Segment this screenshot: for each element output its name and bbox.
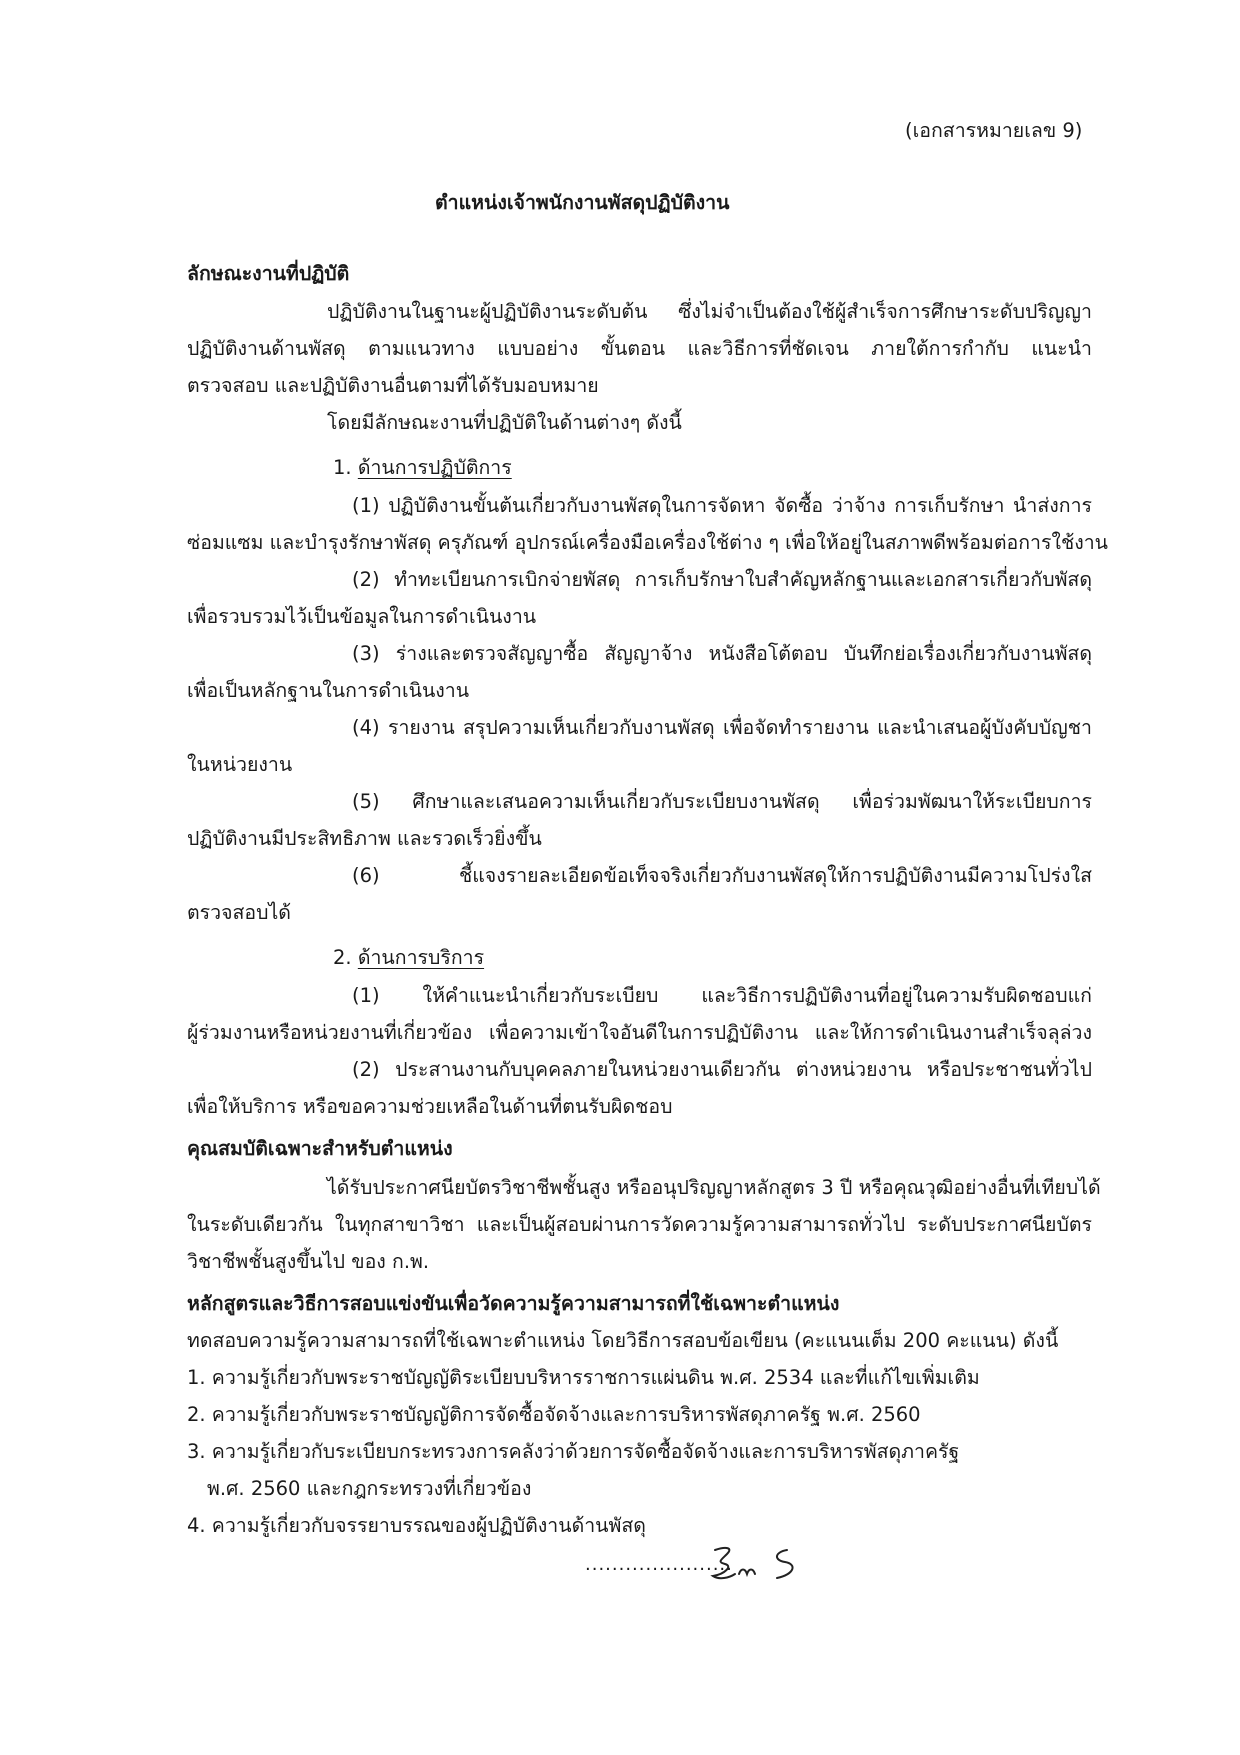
list-item-line: ปฏิบัติงานมีประสิทธิภาพ และรวดเร็วยิ่งขึ้น <box>187 827 542 850</box>
list-item-line: เพื่อให้บริการ หรือขอความช่วยเหลือในด้านที่ตนรับผิดชอบ <box>187 1095 673 1118</box>
subsection-title: ด้านการปฏิบัติการ <box>357 456 512 479</box>
handwritten-signature-icon <box>705 1540 815 1588</box>
subsection-heading-service <box>333 942 484 973</box>
paragraph-line: ปฏิบัติงานในฐานะผู้ปฏิบัติงานระดับต้น ซึ่งไม่จำเป็นต้องใช้ผู้สำเร็จการศึกษาระดับปริญญา <box>327 300 1092 323</box>
list-item-line: ในหน่วยงาน <box>187 753 293 776</box>
list-item-line: เพื่อรวบรวมไว้เป็นข้อมูลในการดำเนินงาน <box>187 605 537 628</box>
list-item-line: ผู้ร่วมงานหรือหน่วยงานที่เกี่ยวข้อง เพื่อความเข้าใจอันดีในการปฏิบัติงาน และให้การดำเนินงานสำเร็จลุล่วง <box>187 1021 1092 1044</box>
list-item-line: (1) ให้คำแนะนำเกี่ยวกับระเบียบ และวิธีการปฏิบัติงานที่อยู่ในความรับผิดชอบแก่ <box>352 984 1092 1007</box>
list-item-line: ซ่อมแซม และบำรุงรักษาพัสดุ ครุภัณฑ์ อุปกรณ์เครื่องมือเครื่องใช้ต่าง ๆ เพื่อให้อยู่ในสภาพดีพร้อมต่อการใช้งาน <box>187 531 1109 554</box>
subsection-number: 2. <box>333 946 352 969</box>
signature-dotted-line: ...................... <box>585 1554 733 1575</box>
paragraph-line: ได้รับประกาศนียบัตรวิชาชีพชั้นสูง หรืออนุปริญญาหลักสูตร 3 ปี หรือคุณวุฒิอย่างอื่นที่เทียบได้ <box>327 1176 1101 1199</box>
exam-topic-item: 3. ความรู้เกี่ยวกับระเบียบกระทรวงการคลังว่าด้วยการจัดซื้อจัดจ้างและการบริหารพัสดุภาครัฐ <box>187 1440 960 1463</box>
document-number: (เอกสารหมายเลข 9) <box>905 119 1083 142</box>
list-item-line: (3) ร่างและตรวจสัญญาซื้อ สัญญาจ้าง หนังสือโต้ตอบ บันทึกย่อเรื่องเกี่ยวกับงานพัสดุ <box>352 642 1092 665</box>
exam-topic-item: 2. ความรู้เกี่ยวกับพระราชบัญญัติการจัดซื้อจัดจ้างและการบริหารพัสดุภาครัฐ พ.ศ. 2560 <box>187 1403 921 1426</box>
list-item-line: (2) ประสานงานกับบุคคลภายในหน่วยงานเดียวกัน ต่างหน่วยงาน หรือประชาชนทั่วไป <box>352 1058 1092 1081</box>
list-item-line: (6) ชี้แจงรายละเอียดข้อเท็จจริงเกี่ยวกับงานพัสดุให้การปฏิบัติงานมีความโปร่งใส <box>352 864 1092 887</box>
list-item-line: (4) รายงาน สรุปความเห็นเกี่ยวกับงานพัสดุ เพื่อจัดทำรายงาน และนำเสนอผู้บังคับบัญชา <box>352 716 1092 739</box>
list-item-line: ตรวจสอบได้ <box>187 901 291 924</box>
list-item-line: (1) ปฏิบัติงานขั้นต้นเกี่ยวกับงานพัสดุในการจัดหา จัดซื้อ ว่าจ้าง การเก็บรักษา นำส่งการ <box>352 494 1092 517</box>
paragraph-line: โดยมีลักษณะงานที่ปฏิบัติในด้านต่างๆ ดังนี้ <box>327 411 682 434</box>
paragraph-line: ปฏิบัติงานด้านพัสดุ ตามแนวทาง แบบอย่าง ขั้นตอน และวิธีการที่ชัดเจน ภายใต้การกำกับ แนะนำ <box>187 337 1092 360</box>
paragraph-line: ตรวจสอบ และปฏิบัติงานอื่นตามที่ได้รับมอบหมาย <box>187 374 599 397</box>
exam-topic-item: 4. ความรู้เกี่ยวกับจรรยาบรรณของผู้ปฏิบัติงานด้านพัสดุ <box>187 1514 646 1537</box>
exam-topic-item: 1. ความรู้เกี่ยวกับพระราชบัญญัติระเบียบบริหารราชการแผ่นดิน พ.ศ. 2534 และที่แก้ไขเพิ่มเติม <box>187 1366 980 1389</box>
list-item-line: เพื่อเป็นหลักฐานในการดำเนินงาน <box>187 679 470 702</box>
paragraph-line: ทดสอบความรู้ความสามารถที่ใช้เฉพาะตำแหน่ง โดยวิธีการสอบข้อเขียน (คะแนนเต็ม 200 คะแนน) ดังนี้ <box>187 1329 1059 1352</box>
subsection-heading-operations <box>333 452 512 483</box>
section-heading-qualifications: คุณสมบัติเฉพาะสำหรับตำแหน่ง <box>187 1137 453 1160</box>
exam-topic-item-continuation: พ.ศ. 2560 และกฎกระทรวงที่เกี่ยวข้อง <box>207 1477 532 1500</box>
section-heading-exam: หลักสูตรและวิธีการสอบแข่งขันเพื่อวัดความรู้ความสามารถที่ใช้เฉพาะตำแหน่ง <box>187 1292 840 1315</box>
list-item-line: (5) ศึกษาและเสนอความเห็นเกี่ยวกับระเบียบงานพัสดุ เพื่อร่วมพัฒนาให้ระเบียบการ <box>352 790 1092 813</box>
list-item-line: (2) ทำทะเบียนการเบิกจ่ายพัสดุ การเก็บรักษาใบสำคัญหลักฐานและเอกสารเกี่ยวกับพัสดุ <box>352 568 1092 591</box>
paragraph-line: ในระดับเดียวกัน ในทุกสาขาวิชา และเป็นผู้สอบผ่านการวัดความรู้ความสามารถทั่วไป ระดับประกาศนียบัตร <box>187 1213 1092 1236</box>
subsection-title: ด้านการบริการ <box>357 946 485 969</box>
section-heading-duties: ลักษณะงานที่ปฏิบัติ <box>187 262 350 285</box>
page-title: ตำแหน่งเจ้าพนักงานพัสดุปฏิบัติงาน <box>435 191 730 214</box>
paragraph-line: วิชาชีพชั้นสูงขึ้นไป ของ ก.พ. <box>187 1250 430 1273</box>
subsection-number: 1. <box>333 456 352 479</box>
